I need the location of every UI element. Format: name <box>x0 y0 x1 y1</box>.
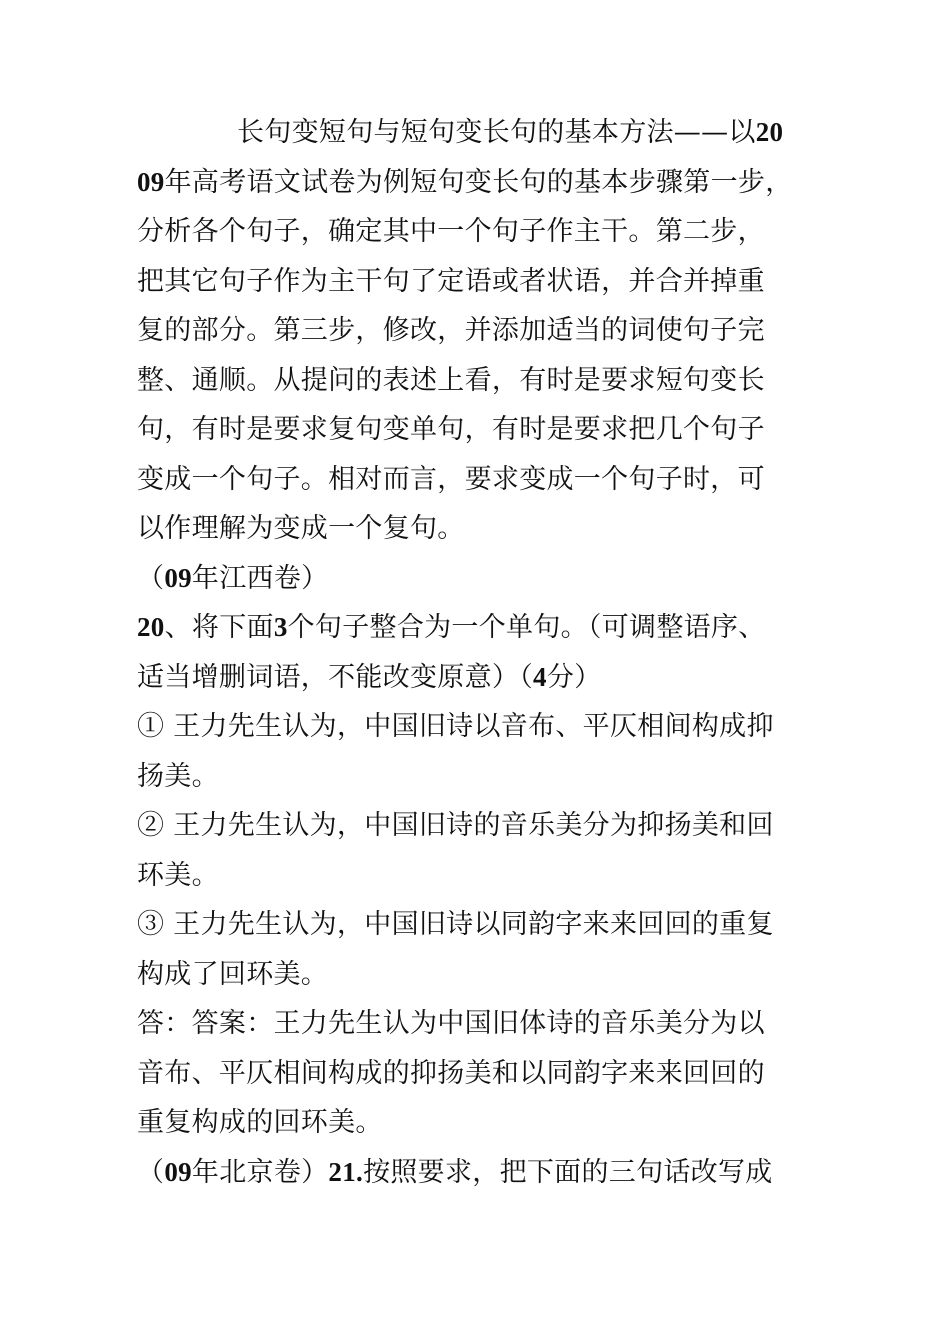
sentence-item: ① 王力先生认为，中国旧诗以音布、平仄相间构成抑 <box>137 711 774 742</box>
text-line: 以作理解为变成一个复句。 <box>137 513 465 544</box>
sentence-item: 扬美。 <box>137 760 219 792</box>
question-text: 20、将下面3个句子整合为一个单句。（可调整语序、 <box>137 612 766 643</box>
question-text: 适当增删词语，不能改变原意）（4分） <box>137 661 602 693</box>
text-line: 长句变短句与短句变长句的基本方法——以20 <box>237 117 784 148</box>
text-line: 复的部分。第三步，修改，并添加适当的词使句子完 <box>137 315 765 346</box>
answer-text: 重复构成的回环美。 <box>137 1107 383 1138</box>
sentence-item: ② 王力先生认为，中国旧诗的音乐美分为抑扬美和回 <box>137 810 774 841</box>
answer-text: 答：答案：王力先生认为中国旧体诗的音乐美分为以 <box>137 1008 765 1039</box>
text-line: 变成一个句子。相对而言，要求变成一个句子时，可 <box>137 463 765 495</box>
sentence-item: 构成了回环美。 <box>137 958 329 990</box>
text-line: 把其它句子作为主干句了定语或者状语，并合并掉重 <box>137 265 765 297</box>
text-line: 句，有时是要求复句变单句，有时是要求把几个句子 <box>137 414 765 445</box>
text-line: 分析各个句子，确定其中一个句子作主干。第二步， <box>137 216 765 247</box>
answer-text: 音布、平仄相间构成的抑扬美和以同韵字来来回回的 <box>137 1057 765 1089</box>
sentence-item: 环美。 <box>137 859 219 891</box>
text-line: 09年高考语文试卷为例短句变长句的基本步骤第一步， <box>137 166 793 198</box>
text-line: 整、通顺。从提问的表述上看，有时是要求短句变长 <box>137 364 765 396</box>
sentence-item: ③ 王力先生认为，中国旧诗以同韵字来来回回的重复 <box>137 909 774 940</box>
question-text: （09年北京卷）21.按照要求，把下面的三句话改写成 <box>137 1156 773 1188</box>
section-source: （09年江西卷） <box>137 562 329 594</box>
document-page <box>137 108 827 1197</box>
